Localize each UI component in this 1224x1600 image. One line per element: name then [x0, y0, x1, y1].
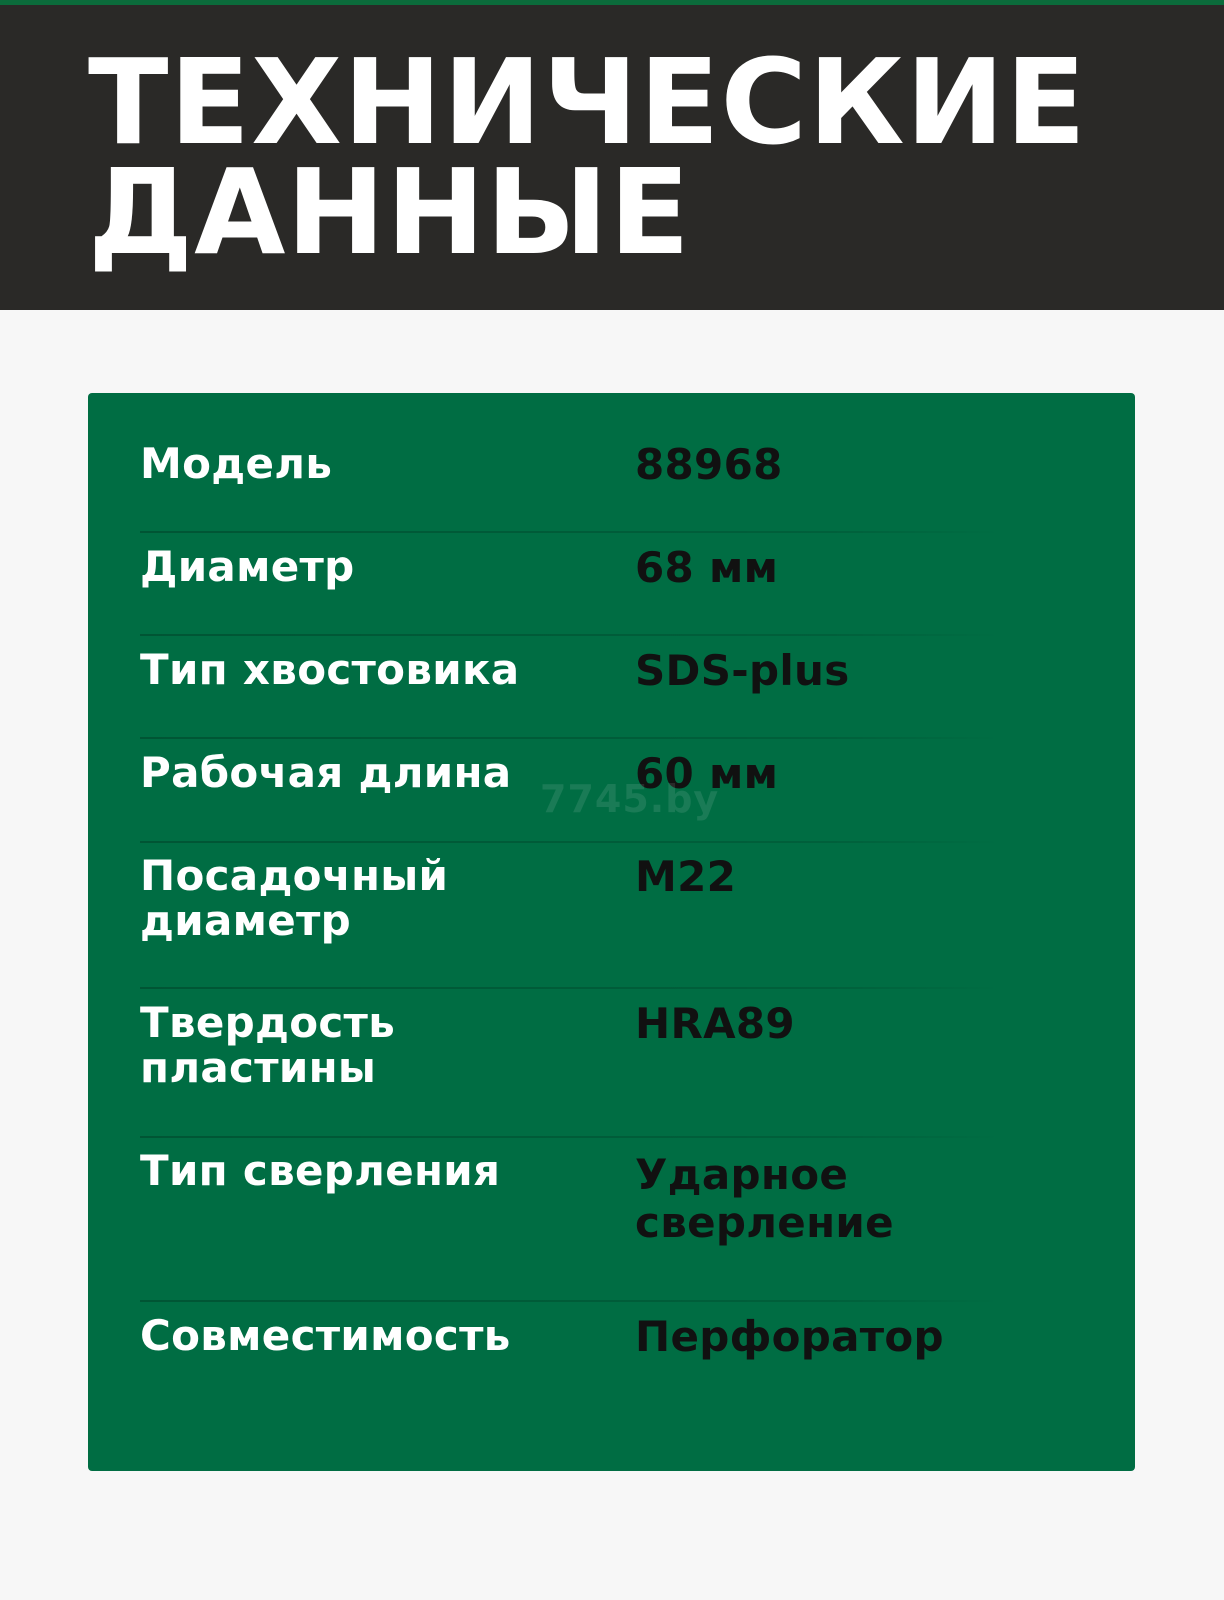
spec-value: 68 мм: [635, 543, 779, 592]
spec-value: HRA89: [635, 999, 795, 1048]
spec-label: Диаметр: [140, 542, 355, 591]
specs-table: [88, 393, 1135, 1471]
row-divider: [140, 531, 1000, 533]
spec-label: Тип хвостовика: [140, 645, 520, 694]
watermark: 7745.by: [540, 777, 720, 821]
spec-value: SDS-plus: [635, 646, 850, 695]
spec-value: М22: [635, 852, 737, 901]
spec-label: Твердость пластины: [140, 998, 396, 1092]
row-divider: [140, 737, 1000, 739]
row-divider: [140, 634, 1000, 636]
spec-value: 88968: [635, 440, 783, 489]
spec-label: Посадочный диаметр: [140, 851, 449, 945]
row-divider: [140, 1136, 1000, 1138]
row-divider: [140, 841, 1000, 843]
spec-value: Ударное сверление: [635, 1150, 894, 1247]
page-title-line-2: ДАННЫЕ: [88, 143, 691, 281]
header-banner: [0, 5, 1224, 310]
spec-value: 60 мм: [635, 749, 779, 798]
row-divider: [140, 1300, 1000, 1302]
spec-label: Модель: [140, 439, 333, 488]
spec-label: Рабочая длина: [140, 748, 512, 797]
spec-value: Перфоратор: [635, 1312, 944, 1361]
page-title-line-1: ТЕХНИЧЕСКИЕ: [88, 33, 1087, 171]
row-divider: [140, 987, 1000, 989]
spec-label: Тип сверления: [140, 1146, 501, 1195]
spec-label: Совместимость: [140, 1311, 511, 1360]
